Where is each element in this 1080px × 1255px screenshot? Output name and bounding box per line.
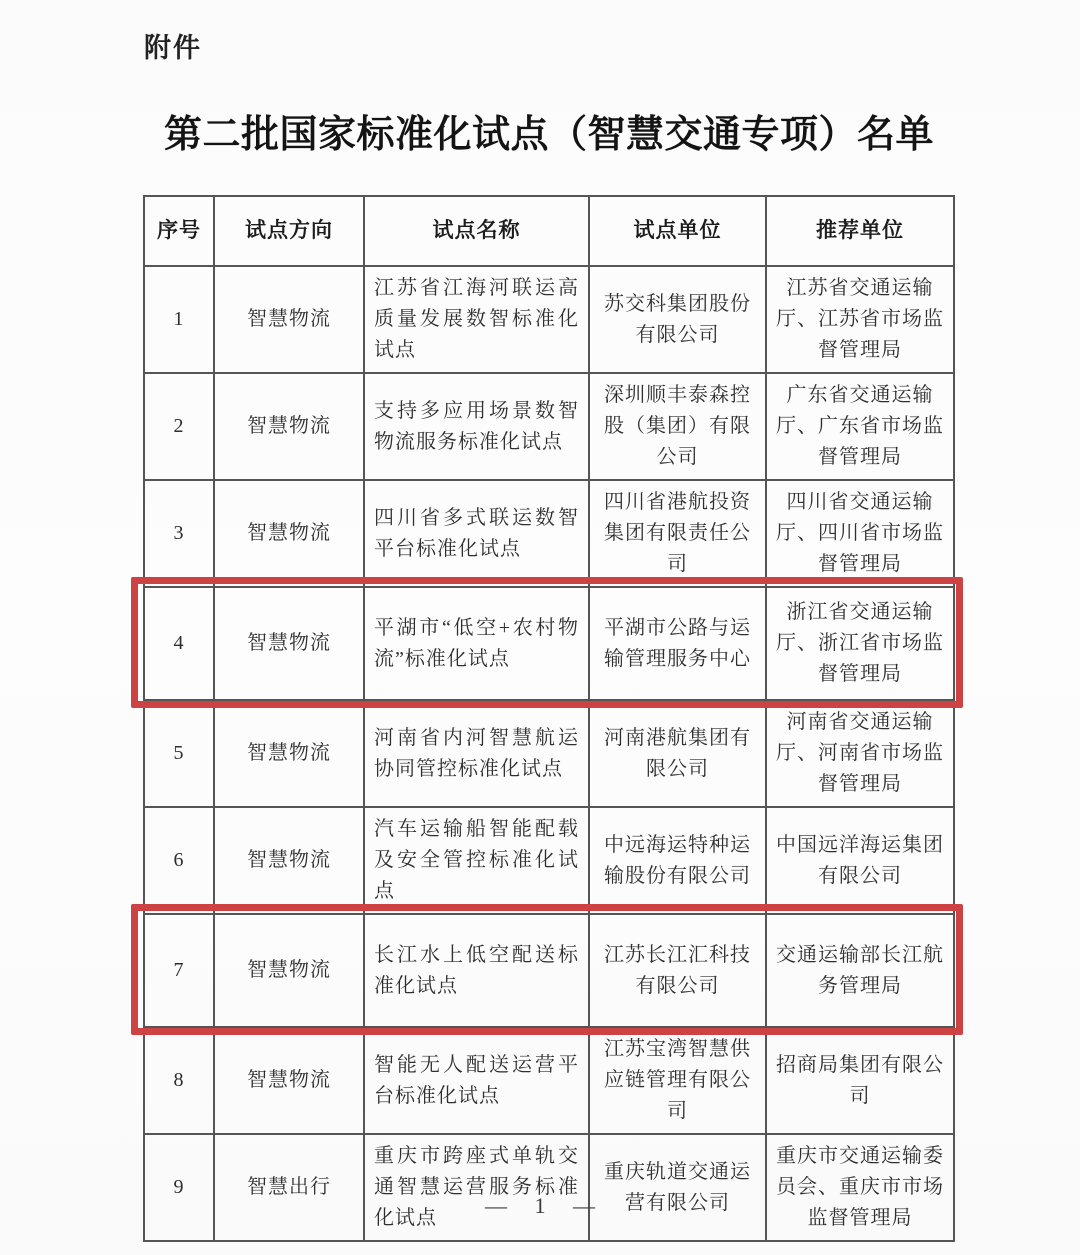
cell-pilot-name: 智能无人配送运营平台标准化试点 [364,1027,589,1134]
cell-direction: 智慧物流 [214,1027,364,1134]
column-header-2: 试点名称 [364,196,589,266]
cell-recommender: 浙江省交通运输厅、浙江省市场监督管理局 [766,587,954,700]
table-row [144,480,954,587]
cell-serial: 2 [144,373,214,480]
cell-pilot-unit: 四川省港航投资集团有限责任公司 [589,480,766,587]
cell-pilot-name: 汽车运输船智能配载及安全管控标准化试点 [364,807,589,914]
table-row [144,1134,954,1241]
cell-direction: 智慧物流 [214,587,364,700]
cell-pilot-unit: 重庆轨道交通运营有限公司 [589,1134,766,1241]
cell-serial: 6 [144,807,214,914]
cell-recommender: 四川省交通运输厅、四川省市场监督管理局 [766,480,954,587]
cell-pilot-unit: 江苏长江汇科技有限公司 [589,914,766,1027]
attachment-label: 附件 [144,33,202,63]
cell-direction: 智慧物流 [214,480,364,587]
cell-pilot-unit: 苏交科集团股份有限公司 [589,266,766,373]
cell-pilot-name: 支持多应用场景数智物流服务标准化试点 [364,373,589,480]
cell-pilot-name: 平湖市“低空+农村物流”标准化试点 [364,587,589,700]
cell-recommender: 江苏省交通运输厅、江苏省市场监督管理局 [766,266,954,373]
cell-recommender: 招商局集团有限公司 [766,1027,954,1134]
table-row [144,1027,954,1134]
cell-serial: 1 [144,266,214,373]
cell-direction: 智慧出行 [214,1134,364,1241]
cell-recommender: 交通运输部长江航务管理局 [766,914,954,1027]
cell-pilot-unit: 平湖市公路与运输管理服务中心 [589,587,766,700]
cell-recommender: 河南省交通运输厅、河南省市场监督管理局 [766,700,954,807]
cell-recommender: 广东省交通运输厅、广东省市场监督管理局 [766,373,954,480]
cell-recommender: 重庆市交通运输委员会、重庆市市场监督管理局 [766,1134,954,1241]
cell-direction: 智慧物流 [214,700,364,807]
cell-pilot-unit: 中远海运特种运输股份有限公司 [589,807,766,914]
column-header-0: 序号 [144,196,214,266]
page-number: — 1 — [485,1193,595,1218]
cell-direction: 智慧物流 [214,807,364,914]
column-header-4: 推荐单位 [766,196,954,266]
table-row [144,373,954,480]
pilot-table-container [143,195,955,1242]
cell-recommender: 中国远洋海运集团有限公司 [766,807,954,914]
cell-serial: 3 [144,480,214,587]
table-row [144,266,954,373]
table-row [144,914,954,1027]
table-row [144,587,954,700]
cell-pilot-name: 河南省内河智慧航运协同管控标准化试点 [364,700,589,807]
cell-serial: 8 [144,1027,214,1134]
cell-pilot-unit: 江苏宝湾智慧供应链管理有限公司 [589,1027,766,1134]
cell-pilot-name: 四川省多式联运数智平台标准化试点 [364,480,589,587]
table-row [144,700,954,807]
cell-direction: 智慧物流 [214,373,364,480]
cell-serial: 4 [144,587,214,700]
table-row [144,807,954,914]
column-header-1: 试点方向 [214,196,364,266]
cell-serial: 7 [144,914,214,1027]
cell-serial: 5 [144,700,214,807]
cell-pilot-name: 江苏省江海河联运高质量发展数智标准化试点 [364,266,589,373]
cell-pilot-unit: 深圳顺丰泰森控股（集团）有限公司 [589,373,766,480]
cell-serial: 9 [144,1134,214,1241]
table-header-row [144,196,954,266]
column-header-3: 试点单位 [589,196,766,266]
cell-pilot-unit: 河南港航集团有限公司 [589,700,766,807]
page-title: 第二批国家标准化试点（智慧交通专项）名单 [163,114,934,156]
table-header [144,196,954,266]
cell-pilot-name: 重庆市跨座式单轨交通智慧运营服务标准化试点 [364,1134,589,1241]
pilot-table [143,195,955,1242]
table-body [144,266,954,1241]
cell-direction: 智慧物流 [214,914,364,1027]
cell-direction: 智慧物流 [214,266,364,373]
cell-pilot-name: 长江水上低空配送标准化试点 [364,914,589,1027]
